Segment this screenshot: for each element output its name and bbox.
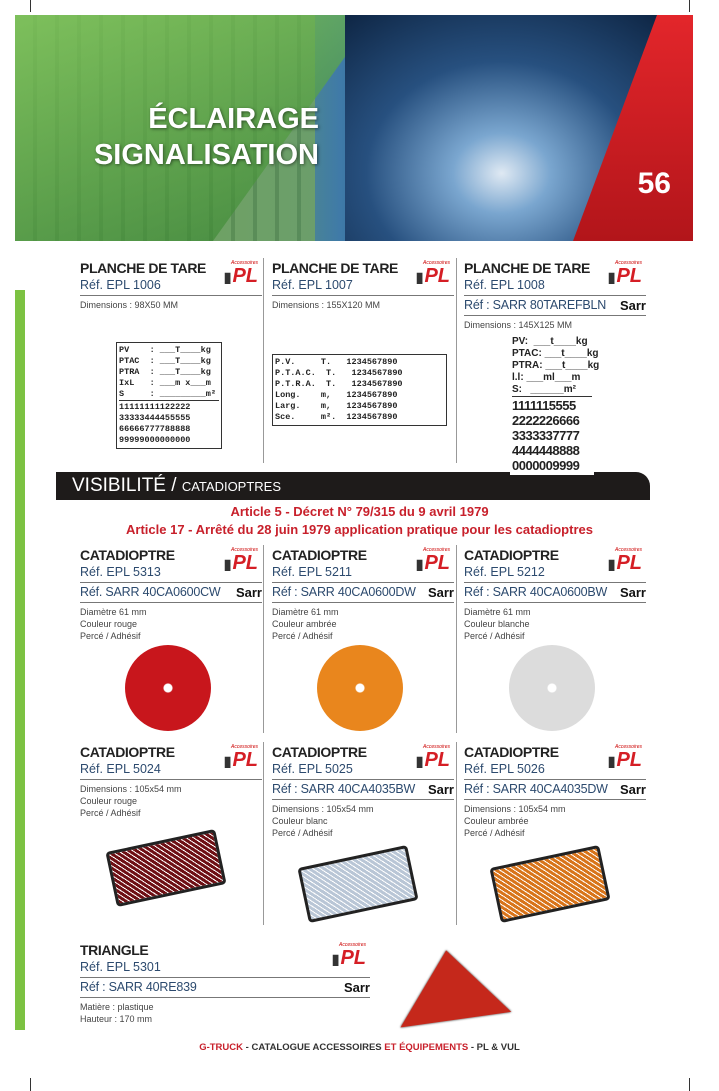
category-color-bar (15, 290, 25, 1030)
tare-line: IxL : ___m x___m (119, 378, 211, 388)
tare-line: PTRA: ___t____kg (512, 360, 600, 371)
footer-sep: - (243, 1042, 252, 1053)
logo-accessoires: Accessoires (231, 744, 258, 750)
spec-line: Couleur blanc (272, 816, 328, 826)
logo-pl: ▮ PL (328, 948, 366, 969)
logo-pl: ▮ PL (412, 553, 450, 574)
logo-accessoires: Accessoires (423, 744, 450, 750)
product-title: PLANCHE DE TARE (272, 260, 398, 276)
product-specs (464, 803, 646, 839)
ref-epl: Réf. EPL 1008 (464, 278, 545, 292)
logo-pl: ▮ PL (412, 750, 450, 771)
accessoires-pl-logo (328, 942, 366, 969)
product-card (80, 942, 370, 1025)
tare-line: PV : ___T____kg (119, 345, 211, 355)
column-divider (263, 742, 264, 925)
spec-line: Couleur blanche (464, 619, 530, 629)
spec-line: Dimensions : 145X125 MM (464, 320, 573, 330)
tare-digits: 1111115555 (512, 398, 576, 413)
round-reflector-image (317, 645, 403, 731)
product-specs (80, 783, 262, 819)
spec-line: Dimensions : 98X50 MM (80, 300, 179, 310)
product-card (464, 547, 646, 642)
divider-line (80, 295, 262, 296)
ref-sarr-text: Réf : SARR 40CA4035BW (272, 782, 416, 796)
sarr-logo: Sarr (235, 585, 262, 600)
title-line-2: SIGNALISATION (93, 139, 319, 171)
sarr-logo: Sarr (427, 585, 454, 600)
product-title: CATADIOPTRE (272, 547, 367, 563)
divider-line (464, 315, 646, 316)
spec-line: Percé / Adhésif (272, 631, 333, 641)
spec-line: Dimensions : 105x54 mm (272, 804, 374, 814)
ref-epl: Réf. EPL 5313 (80, 565, 161, 579)
product-title: TRIANGLE (80, 942, 149, 958)
tare-header (275, 357, 444, 423)
tare-line: PTRA : ___T____kg (119, 367, 211, 377)
ref-sarr-text: Réf : SARR 40RE839 (80, 980, 197, 994)
logo-accessoires: Accessoires (615, 744, 642, 750)
product-specs (464, 319, 646, 331)
tare-digits: 99999000000000 (119, 435, 191, 445)
logo-accessoires: Accessoires (339, 942, 366, 948)
product-card (464, 744, 646, 839)
ref-sarr-text: Réf. SARR 40CA0600CW (80, 585, 221, 599)
sarr-logo: Sarr (427, 782, 454, 797)
spec-line: Hauteur : 170 mm (80, 1014, 153, 1024)
column-divider (263, 258, 264, 463)
ref-epl: Réf. EPL 1006 (80, 278, 161, 292)
round-reflector-image (509, 645, 595, 731)
tare-digits: 0000009999 (512, 458, 580, 473)
product-title: CATADIOPTRE (464, 547, 559, 563)
spec-line: Dimensions : 105x54 mm (464, 804, 566, 814)
ref-epl: Réf. EPL 1007 (272, 278, 353, 292)
divider-line (80, 602, 262, 603)
tare-line: P.T.R.A. T. 1234567890 (275, 379, 403, 389)
logo-pl: ▮ PL (220, 553, 258, 574)
tare-line: P.T.A.C. T. 1234567890 (275, 368, 403, 378)
spec-line: Percé / Adhésif (464, 631, 525, 641)
title-line-1: ÉCLAIRAGE (148, 103, 319, 135)
divider-line (80, 779, 262, 780)
divider-line (80, 997, 370, 998)
divider-line (272, 602, 454, 603)
accessoires-pl-logo (220, 547, 258, 574)
ref-sarr (80, 582, 262, 600)
rectangular-reflector-image (489, 845, 610, 923)
tare-header (119, 345, 219, 401)
accessoires-pl-logo (412, 744, 450, 771)
tare-line: PTAC: ___t____kg (512, 348, 599, 359)
section-subtitle: CATADIOPTRES (181, 479, 282, 494)
ref-sarr-text: Réf : SARR 40CA4035DW (464, 782, 608, 796)
sarr-logo: Sarr (619, 782, 646, 797)
tare-digits: 4444448888 (512, 443, 580, 458)
column-divider (456, 545, 457, 733)
accessoires-pl-logo (412, 260, 450, 287)
ref-epl: Réf. EPL 5025 (272, 762, 353, 776)
accessoires-pl-logo (604, 547, 642, 574)
tare-line: Long. m, 1234567890 (275, 390, 398, 400)
ref-sarr-text: Réf : SARR 80TAREFBLN (464, 298, 607, 312)
tare-digits: 11111111122222 (119, 402, 191, 412)
section-title: VISIBILITÉ / (72, 475, 177, 496)
product-title: CATADIOPTRE (80, 744, 175, 760)
spec-line: Couleur rouge (80, 619, 138, 629)
tare-line: P.V. T. 1234567890 (275, 357, 398, 367)
logo-pl: ▮ PL (412, 266, 450, 287)
divider-line (464, 602, 646, 603)
tare-plate-image (272, 354, 447, 426)
product-card (464, 260, 646, 331)
logo-pl: ▮ PL (604, 266, 642, 287)
accessoires-pl-logo (220, 744, 258, 771)
product-specs (80, 1001, 370, 1025)
tare-plate-image (510, 334, 600, 475)
product-title: CATADIOPTRE (80, 547, 175, 563)
spec-line: Dimensions : 105x54 mm (80, 784, 182, 794)
sarr-logo: Sarr (619, 585, 646, 600)
divider-line (272, 295, 454, 296)
product-card (80, 260, 262, 311)
spec-line: Diamètre 61 mm (80, 607, 147, 617)
ref-epl: Réf. EPL 5212 (464, 565, 545, 579)
ref-sarr (80, 977, 370, 995)
tare-plate-image (116, 342, 222, 449)
round-reflector-image (125, 645, 211, 731)
logo-pl: ▮ PL (604, 750, 642, 771)
product-card (272, 744, 454, 839)
spec-line: Dimensions : 155X120 MM (272, 300, 381, 310)
crop-mark (689, 1078, 690, 1091)
ref-epl: Réf. EPL 5024 (80, 762, 161, 776)
header-banner (15, 15, 693, 241)
product-specs (80, 299, 262, 311)
tare-line: PV: ___t____kg (512, 336, 588, 347)
product-title: PLANCHE DE TARE (80, 260, 206, 276)
product-specs (272, 803, 454, 839)
rectangular-reflector-image (297, 845, 418, 923)
product-card (272, 260, 454, 311)
ref-epl: Réf. EPL 5026 (464, 762, 545, 776)
tare-digits: 33333444455555 (119, 413, 191, 423)
accessoires-pl-logo (412, 547, 450, 574)
ref-sarr (464, 295, 646, 313)
crop-mark (689, 0, 690, 12)
logo-accessoires: Accessoires (231, 547, 258, 553)
product-card (272, 547, 454, 642)
product-specs (80, 606, 262, 642)
footer-text-red: ET ÉQUIPEMENTS (384, 1042, 469, 1053)
page-title (63, 101, 319, 173)
tare-digits: 66666777788888 (119, 424, 191, 434)
product-title: PLANCHE DE TARE (464, 260, 590, 276)
ref-sarr (272, 779, 454, 797)
tare-digits: 3333337777 (512, 428, 580, 443)
product-card (80, 547, 262, 642)
tare-line: S : _________m² (119, 389, 216, 399)
logo-accessoires: Accessoires (615, 260, 642, 266)
spec-line: Percé / Adhésif (464, 828, 525, 838)
tare-line: l.l: ___ml___m (512, 372, 581, 383)
product-title: CATADIOPTRE (464, 744, 559, 760)
divider-line (272, 799, 454, 800)
tare-line: PTAC : ___T____kg (119, 356, 211, 366)
article-1: Article 5 - Décret N° 79/315 du 9 avril 1979 (230, 504, 489, 519)
spec-line: Diamètre 61 mm (272, 607, 339, 617)
logo-accessoires: Accessoires (423, 260, 450, 266)
accessoires-pl-logo (604, 260, 642, 287)
ref-sarr (464, 582, 646, 600)
spec-line: Percé / Adhésif (80, 631, 141, 641)
spec-line: Couleur ambrée (272, 619, 337, 629)
tare-line: S: ______m² (512, 384, 576, 395)
ref-sarr-text: Réf : SARR 40CA0600BW (464, 585, 608, 599)
logo-pl: ▮ PL (604, 553, 642, 574)
tare-line: Sce. m². 1234567890 (275, 412, 398, 422)
page-number: 56 (637, 167, 671, 200)
tare-line: Larg. m, 1234567890 (275, 401, 398, 411)
spec-line: Couleur ambrée (464, 816, 529, 826)
column-divider (456, 742, 457, 925)
logo-pl: ▮ PL (220, 750, 258, 771)
product-specs (272, 606, 454, 642)
spec-line: Percé / Adhésif (272, 828, 333, 838)
sarr-logo: Sarr (343, 980, 370, 995)
article-2: Article 17 - Arrêté du 28 juin 1979 application pratique pour les catadioptres (126, 522, 593, 537)
ref-epl: Réf. EPL 5211 (272, 565, 352, 579)
section-header (56, 472, 650, 500)
logo-accessoires: Accessoires (615, 547, 642, 553)
divider-line (464, 799, 646, 800)
column-divider (456, 258, 457, 463)
sarr-logo: Sarr (619, 298, 646, 313)
spec-line: Couleur rouge (80, 796, 138, 806)
product-title: CATADIOPTRE (272, 744, 367, 760)
ref-epl: Réf. EPL 5301 (80, 960, 161, 974)
column-divider (263, 545, 264, 733)
tare-digits: 2222226666 (512, 413, 580, 428)
footer-text: - PL & VUL (468, 1042, 520, 1053)
footer-text: CATALOGUE ACCESSOIRES (251, 1042, 385, 1053)
crop-mark (30, 0, 31, 12)
footer (0, 1042, 719, 1053)
accessoires-pl-logo (604, 744, 642, 771)
ref-sarr (464, 779, 646, 797)
accessoires-pl-logo (220, 260, 258, 287)
ref-sarr-text: Réf : SARR 40CA0600DW (272, 585, 416, 599)
triangle-reflector-image (391, 943, 512, 1028)
spec-line: Diamètre 61 mm (464, 607, 531, 617)
footer-brand: G-TRUCK (199, 1042, 243, 1053)
product-specs (272, 299, 454, 311)
crop-mark (30, 1078, 31, 1091)
logo-accessoires: Accessoires (423, 547, 450, 553)
logo-accessoires: Accessoires (231, 260, 258, 266)
spec-line: Matière : plastique (80, 1002, 154, 1012)
spec-line: Percé / Adhésif (80, 808, 141, 818)
product-specs (464, 606, 646, 642)
product-card (80, 744, 262, 819)
tare-header (512, 336, 600, 397)
logo-pl: ▮ PL (220, 266, 258, 287)
rectangular-reflector-image (105, 829, 226, 907)
ref-sarr (272, 582, 454, 600)
